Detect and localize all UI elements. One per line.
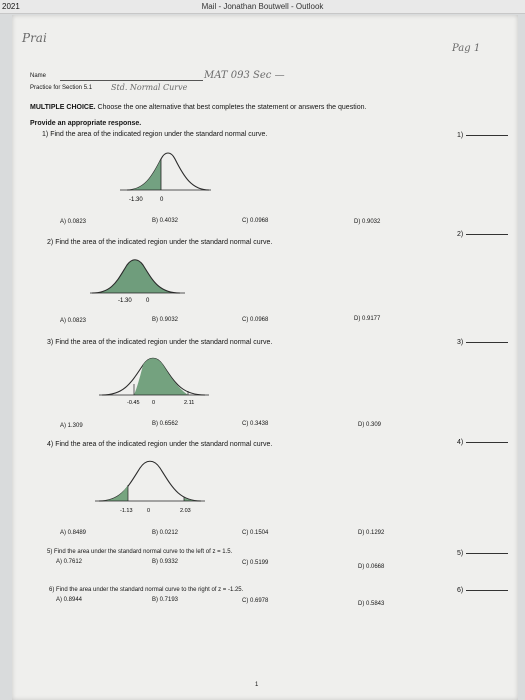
instruction-text: Choose the one alternative that best completes the statement or answers the question. — [97, 104, 367, 111]
z-label-right-3: 2.11 — [184, 400, 195, 406]
answer-blank-2[interactable]: 2) — [457, 231, 508, 238]
z-label-zero-3: 0 — [152, 400, 156, 406]
window-title: Mail - Jonathan Boutwell - Outlook — [201, 2, 324, 11]
answer-blank-1[interactable]: 1) — [457, 132, 508, 139]
choice-6c[interactable]: C) 0.6978 — [242, 598, 269, 604]
normal-curve-figure-4 — [92, 456, 212, 518]
response-heading: Provide an appropriate response. — [30, 120, 142, 127]
choice-6a[interactable]: A) 0.8944 — [56, 597, 83, 603]
choice-6b[interactable]: B) 0.7193 — [152, 597, 179, 603]
z-label-left-3: -0.45 — [127, 400, 140, 406]
name-line — [60, 80, 203, 81]
normal-curve-figure-2 — [87, 253, 192, 308]
answer-blank-6[interactable]: 6) — [457, 587, 508, 594]
question-1: 1) Find the area of the indicated region under the standard normal curve. — [42, 131, 268, 138]
handwritten-section-note: Std. Normal Curve — [111, 83, 188, 92]
z-label-zero-4: 0 — [147, 508, 151, 514]
choice-4c[interactable]: C) 0.1504 — [242, 530, 269, 536]
handwritten-course: MAT 093 Sec — — [204, 70, 285, 81]
normal-curve-figure-1 — [115, 147, 215, 207]
z-label-zero-1: 0 — [160, 197, 164, 203]
question-3: 3) Find the area of the indicated region under the standard normal curve. — [47, 339, 273, 346]
choice-2b[interactable]: B) 0.9032 — [152, 317, 179, 323]
answer-blank-4[interactable]: 4) — [457, 439, 508, 446]
browser-title-bar — [0, 0, 525, 14]
year-text: 2021 — [2, 2, 20, 11]
choice-3c[interactable]: C) 0.3438 — [242, 421, 269, 427]
instruction-bold: MULTIPLE CHOICE. — [30, 104, 96, 111]
choice-3b[interactable]: B) 0.6562 — [152, 421, 179, 427]
handwritten-top-left: Prai — [22, 31, 47, 45]
handwritten-page-label: Pag 1 — [452, 43, 481, 54]
question-6: 6) Find the area under the standard normal curve to the right of z = -1.25. — [49, 587, 244, 593]
question-5: 5) Find the area under the standard normal curve to the left of z = 1.5. — [47, 549, 233, 555]
question-2: 2) Find the area of the indicated region under the standard normal curve. — [47, 239, 273, 246]
choice-5d[interactable]: D) 0.0668 — [358, 564, 385, 570]
choice-6d[interactable]: D) 0.5843 — [358, 601, 385, 607]
choice-4a[interactable]: A) 0.8489 — [60, 530, 87, 536]
choice-5c[interactable]: C) 0.5199 — [242, 560, 269, 566]
choice-2d[interactable]: D) 0.9177 — [354, 316, 381, 322]
choice-1c[interactable]: C) 0.0968 — [242, 218, 269, 224]
question-4: 4) Find the area of the indicated region under the standard normal curve. — [47, 441, 273, 448]
choice-4b[interactable]: B) 0.0212 — [152, 530, 179, 536]
instructions — [30, 104, 460, 111]
choice-1d[interactable]: D) 0.9032 — [354, 219, 381, 225]
answer-blank-3[interactable]: 3) — [457, 339, 508, 346]
choice-5b[interactable]: B) 0.9332 — [152, 559, 179, 565]
normal-curve-figure-3 — [96, 353, 216, 411]
choice-4d[interactable]: D) 0.1292 — [358, 530, 385, 536]
practice-section: Practice for Section 5.1 — [30, 85, 93, 91]
z-label-zero-2: 0 — [146, 298, 150, 304]
choice-3a[interactable]: A) 1.309 — [60, 423, 83, 429]
worksheet-page — [12, 15, 518, 700]
choice-2a[interactable]: A) 0.0823 — [60, 318, 87, 324]
choice-3d[interactable]: D) 0.309 — [358, 422, 382, 428]
z-label-right-4: 2.03 — [180, 508, 191, 514]
choice-5a[interactable]: A) 0.7612 — [56, 559, 83, 565]
answer-blank-5[interactable]: 5) — [457, 550, 508, 557]
name-label: Name — [30, 73, 47, 79]
z-label-left-2: -1.30 — [118, 298, 132, 304]
z-label-left-1: -1.30 — [129, 197, 143, 203]
choice-2c[interactable]: C) 0.0968 — [242, 317, 269, 323]
choice-1a[interactable]: A) 0.0823 — [60, 219, 87, 225]
page-number: 1 — [255, 682, 259, 688]
choice-1b[interactable]: B) 0.4032 — [152, 218, 179, 224]
z-label-left-4: -1.13 — [120, 508, 133, 514]
